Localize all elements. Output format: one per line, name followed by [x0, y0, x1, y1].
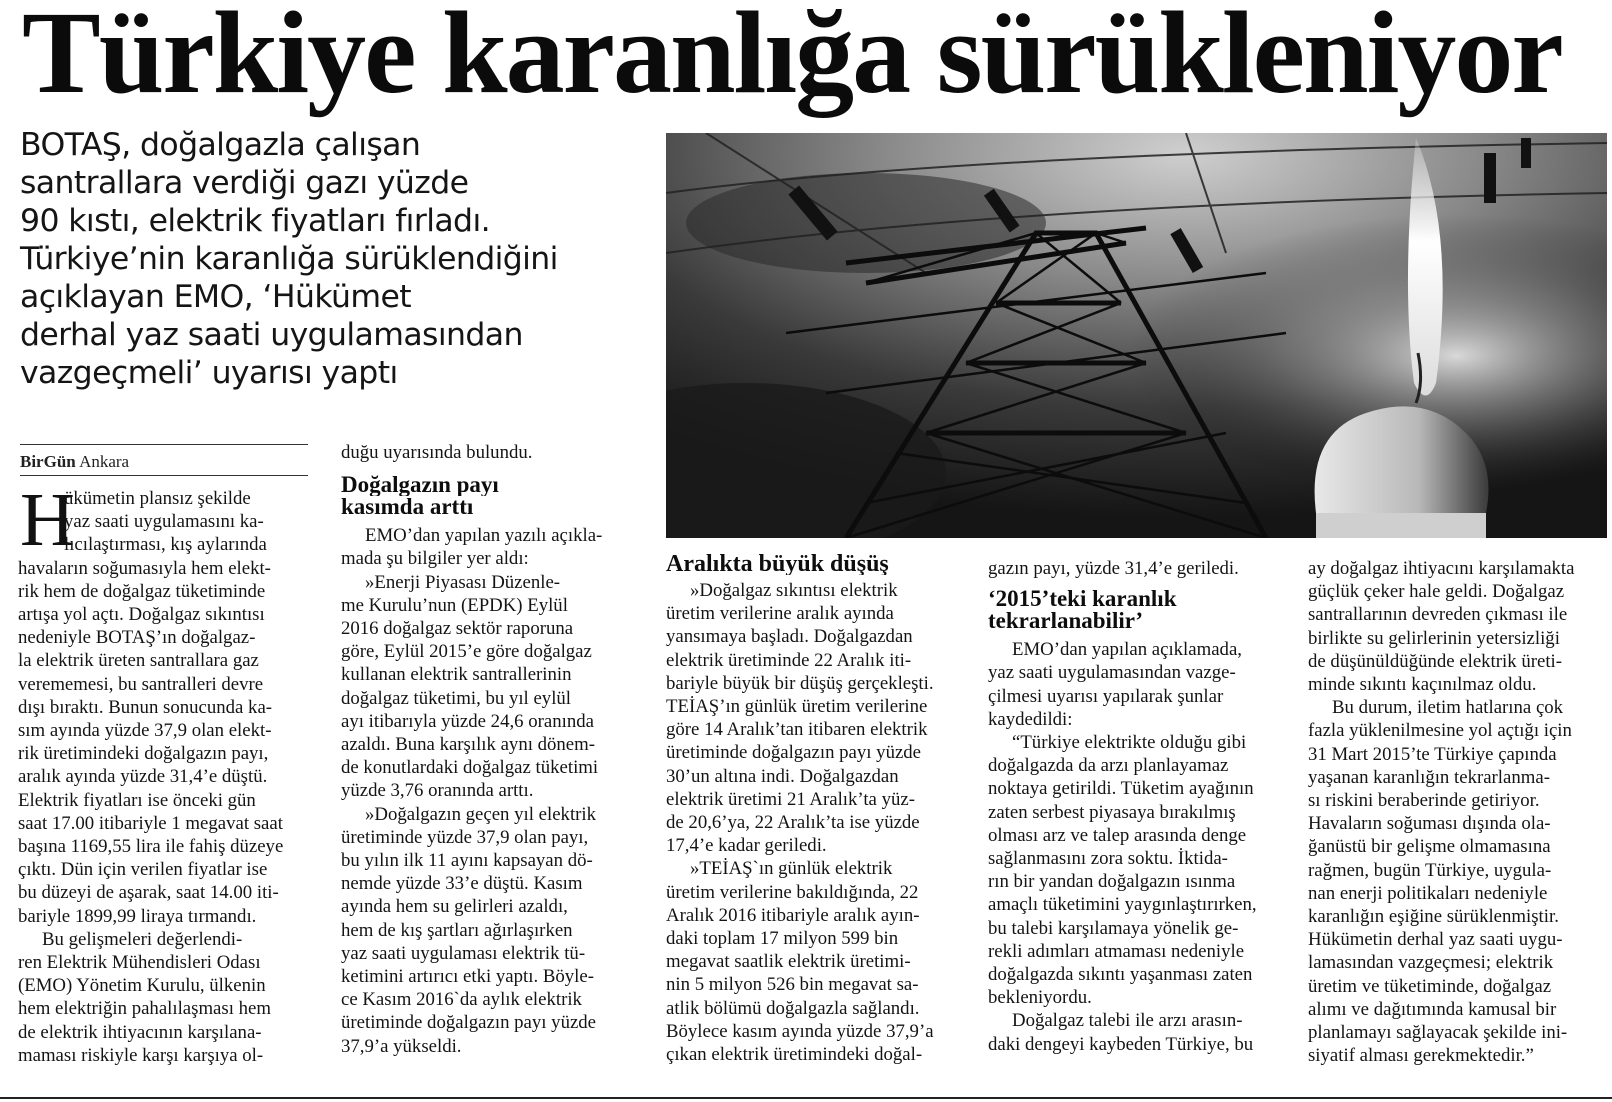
- text-line: minde sıkıntı kaçınılmaz oldu.: [1308, 674, 1537, 696]
- text-line: bariyle büyük bir düşüş gerçekleşti.: [666, 672, 934, 694]
- col5-para1: [1308, 557, 1608, 696]
- col2-para3: [341, 803, 641, 1058]
- col4-top-line: gazın payı, yüzde 31,4’e geriledi.: [988, 558, 1239, 579]
- col4-subhead-1: ‘2015’teki karanlık: [988, 588, 1177, 611]
- text-line: doğalgazda da arzı planlayamaz: [988, 755, 1229, 777]
- col2-para2: [341, 571, 641, 803]
- col3-subhead: Aralıkta büyük düşüş: [666, 553, 889, 575]
- text-line: de konutlardaki doğalgaz tüketimi: [341, 757, 599, 779]
- text-line: dışı bıraktı. Bunun sonucunda ka-: [18, 696, 273, 718]
- text-line: üretim verilerine bakıldığında, 22: [666, 881, 919, 903]
- text-line: amaçlı tüketimini yaygınlaştırırken,: [988, 894, 1257, 916]
- text-line: de elektrik ihtiyacının karşılana-: [18, 1021, 262, 1043]
- text-line: elektrik üretiminde 22 Aralık iti-: [666, 649, 912, 671]
- text-line: 31 Mart 2015’te Türkiye çapında: [1308, 743, 1557, 765]
- text-line: la elektrik üreten santrallara gaz: [18, 650, 259, 672]
- text-line: yaz saati uygulaması elektrik tü-: [341, 942, 586, 964]
- text-line: noktaya getirildi. Tüketim ayağının: [988, 778, 1254, 800]
- text-line: Elektrik fiyatları ise önceki gün: [18, 789, 256, 811]
- text-line: sı riskini beraberinde getiriyor.: [1308, 790, 1540, 812]
- text-line: nemde yüzde 33’e düştü. Kasım: [341, 873, 583, 895]
- text-line: ce Kasım 2016`da aylık elektrik: [341, 989, 582, 1011]
- lead-line: derhal yaz saati uygulamasından: [20, 317, 523, 353]
- text-line: bu talebi karşılamaya yönelik ge-: [988, 917, 1239, 939]
- text-line: rın bir yandan doğalgazın ısınma: [988, 871, 1236, 893]
- text-line: 17,4’e kadar geriledi.: [666, 835, 827, 857]
- col5-para2: [1308, 696, 1608, 1067]
- byline-city: Ankara: [79, 452, 130, 471]
- text-line: havaların soğumasıyla hem elekt-: [18, 557, 271, 579]
- column-5: [1308, 557, 1608, 1067]
- text-line: maması riskiyle karşı karşıya ol-: [18, 1044, 264, 1066]
- lead-line: açıklayan EMO, ‘Hükümet: [20, 279, 412, 315]
- text-line: rik hem de doğalgaz tüketiminde: [18, 580, 266, 602]
- text-line: nedeniyle BOTAŞ’ın doğalgaz-: [18, 627, 256, 649]
- text-line: ren Elektrik Mühendisleri Odası: [18, 952, 261, 974]
- dropcap: H: [20, 487, 75, 557]
- text-line: üretim verilerine aralık ayında: [666, 603, 894, 625]
- text-line: yaşanan karanlığın tekrarlanma-: [1308, 766, 1550, 788]
- text-line: de 20,6’ya, 22 Aralık’ta ise yüzde: [666, 812, 920, 834]
- text-line: üretiminde doğalgazın payı yüzde: [341, 1012, 597, 1034]
- text-line: azaldı. Buna karşılık aynı dönem-: [341, 734, 595, 756]
- text-line: çıkan elektrik üretimindeki doğal-: [666, 1044, 923, 1066]
- text-line: doğalgaz tüketimi, bu yıl eylül: [341, 687, 572, 709]
- text-line: lamasından vazgeçmesi; elektrik: [1308, 952, 1554, 974]
- col3-para1: [666, 579, 966, 857]
- byline-rule-top: [20, 444, 308, 445]
- text-line: me Kurulu’nun (EPDK) Eylül: [341, 594, 568, 616]
- text-line: nan enerji politikaları nedeniyle: [1308, 882, 1548, 904]
- byline-rule-bottom: [20, 475, 308, 476]
- text-line: güçlük çeker hale geldi. Doğalgaz: [1308, 581, 1565, 603]
- col2-para1: [341, 524, 641, 570]
- text-line: sağlanmasını zora soktu. İktida-: [988, 848, 1228, 870]
- text-line: nin 5 milyon 526 bin megavat sa-: [666, 974, 919, 996]
- dropcap-line: yaz saati uygulamasını ka-: [64, 511, 264, 533]
- text-line: EMO’dan yapılan yazılı açıkla-: [365, 525, 603, 547]
- text-line: »Enerji Piyasası Düzenle-: [365, 571, 561, 593]
- headline: Türkiye karanlığa sürükleniyor: [22, 0, 1562, 118]
- text-line: Doğalgaz talebi ile arzı arasın-: [1012, 1010, 1243, 1032]
- text-line: santrallarının devreden çıkması ile: [1308, 604, 1568, 626]
- text-line: rağmen, bugün Türkiye, uygula-: [1308, 859, 1552, 881]
- byline: [20, 452, 129, 472]
- text-line: rik üretimindeki doğalgazın payı,: [18, 743, 269, 765]
- text-line: bekleniyordu.: [988, 987, 1092, 1009]
- text-line: saat 17.00 itibariyle 1 megavat saat: [18, 812, 283, 834]
- text-line: üretim ve tüketiminde, doğalgaz: [1308, 975, 1552, 997]
- text-line: »Doğalgaz sıkıntısı elektrik: [690, 580, 898, 601]
- text-line: kaydedildi:: [988, 708, 1073, 730]
- text-line: yaz saati uygulamasından vazge-: [988, 662, 1236, 684]
- text-line: hem elektriğin pahalılaşması hem: [18, 998, 271, 1020]
- text-line: olması arz ve talep arasında denge: [988, 824, 1247, 846]
- text-line: başına 1169,55 lira ile fahiş düzeye: [18, 836, 284, 858]
- text-line: bu yılın ilk 11 ayını kapsayan dö-: [341, 850, 593, 872]
- text-line: ketimini artırıcı etki yaptı. Böyle-: [341, 966, 594, 988]
- dropcap-lines: [64, 487, 267, 557]
- text-line: aralık ayında yüzde 31,4’e düştü.: [18, 766, 268, 788]
- text-line: göre, Eylül 2015’e göre doğalgaz: [341, 641, 592, 663]
- dropcap-line: ükümetin plansız şekilde: [64, 488, 251, 509]
- text-line: daki dengeyi kaybeden Türkiye, bu: [988, 1033, 1254, 1055]
- text-line: planlamayı sağlayacak şekilde ini-: [1308, 1022, 1568, 1044]
- byline-source: BirGün: [20, 452, 76, 471]
- column-2: [341, 441, 641, 1058]
- text-line: birlikte su gelirlerinin yetersizliği: [1308, 627, 1560, 649]
- text-line: zaten serbest piyasaya bırakılmış: [988, 801, 1236, 823]
- text-line: Havaların soğuması dışında ola-: [1308, 813, 1551, 835]
- col4-subhead-2: tekrarlanabilir’: [988, 610, 1144, 633]
- text-line: 37,9’a yükseldi.: [341, 1035, 462, 1057]
- text-line: »TEİAŞ`ın günlük elektrik: [690, 858, 893, 880]
- text-line: ğanüstü bir gelişme olmamasına: [1308, 836, 1551, 858]
- text-line: üretiminde yüzde 37,9 olan payı,: [341, 826, 589, 848]
- col4-para3: [988, 1009, 1293, 1055]
- text-line: 2016 doğalgaz sektör raporuna: [341, 618, 574, 640]
- text-line: EMO’dan yapılan açıklamada,: [1012, 639, 1242, 661]
- lead-line: BOTAŞ, doğalgazla çalışan: [20, 127, 421, 163]
- text-line: siyatif alması gerekmektedir.”: [1308, 1045, 1534, 1067]
- text-line: kullanan elektrik santrallerinin: [341, 664, 572, 686]
- text-line: Bu gelişmeleri değerlendi-: [42, 928, 243, 950]
- text-line: fazla yüklenilmesine yol açtığı için: [1308, 720, 1572, 742]
- dropcap-line: lıcılaştırması, kış aylarında: [64, 534, 267, 556]
- lead-line: Türkiye’nin karanlığa sürüklendiğini: [20, 241, 558, 277]
- col1-para1: [18, 557, 314, 928]
- column-1: [18, 487, 314, 1067]
- col1-para2: [18, 928, 314, 1067]
- text-line: atlik bölümü doğalgazla sağlandı.: [666, 997, 920, 1019]
- text-line: Bu durum, iletim hatlarına çok: [1332, 697, 1564, 719]
- col2-subhead-1: Doğalgazın payı: [341, 474, 499, 497]
- text-line: TEİAŞ’ın günlük üretim verilerine: [666, 696, 928, 718]
- text-line: doğalgazda sıkıntı yaşanması zaten: [988, 964, 1253, 986]
- text-line: verememesi, bu santralleri devre: [18, 673, 264, 695]
- text-line: elektrik üretimi 21 Aralık’ta yüz-: [666, 788, 915, 810]
- lead-line: 90 kıstı, elektrik fiyatları fırladı.: [20, 203, 491, 239]
- text-line: »Doğalgazın geçen yıl elektrik: [365, 803, 597, 825]
- col4-para2: [988, 731, 1293, 1009]
- text-line: Böylece kasım ayında yüzde 37,9’a: [666, 1020, 934, 1042]
- text-line: bu düzeyi de aşarak, saat 14.00 iti-: [18, 882, 279, 904]
- lead-summary: [20, 126, 640, 392]
- text-line: artışa yol açtı. Doğalgaz sıkıntısı: [18, 604, 265, 625]
- text-line: rekli adımları atmaması nedeniyle: [988, 940, 1245, 962]
- text-line: çilmesi uyarısı yapılarak şunlar: [988, 685, 1224, 707]
- photo-illustration: [666, 133, 1607, 538]
- text-line: üretiminde doğalgazın payı yüzde: [666, 742, 922, 764]
- text-line: mada şu bilgiler yer aldı:: [341, 548, 529, 570]
- text-line: karanlığın eşiğine sürüklenmiştir.: [1308, 906, 1559, 928]
- photo-pylon-candle: [666, 133, 1607, 538]
- lead-line: vazgeçmeli’ uyarısı yaptı: [20, 355, 398, 391]
- col2-top-line: duğu uyarısında bulundu.: [341, 442, 533, 463]
- text-line: yüzde 3,76 oranında arttı.: [341, 780, 534, 802]
- text-line: daki toplam 17 milyon 599 bin: [666, 928, 899, 950]
- text-line: (EMO) Yönetim Kurulu, ülkenin: [18, 975, 266, 997]
- text-line: Aralık 2016 itibariyle aralık ayın-: [666, 904, 920, 926]
- column-4: [988, 557, 1293, 1056]
- text-line: de düşünüldüğünde elektrik üreti-: [1308, 650, 1563, 672]
- page-bottom-rule: [0, 1097, 1612, 1099]
- text-line: ayı itibarıyla yüzde 24,6 oranında: [341, 710, 594, 732]
- text-line: sım ayında yüzde 37,9 olan elekt-: [18, 720, 272, 742]
- text-line: bariyle 1899,99 liraya tırmandı.: [18, 905, 257, 927]
- lead-line: santrallara verdiği gazı yüzde: [20, 165, 469, 201]
- text-line: çıktı. Dün için verilen fiyatlar ise: [18, 859, 268, 881]
- text-line: 30’un altına indi. Doğalgazdan: [666, 765, 899, 787]
- text-line: “Türkiye elektrikte olduğu gibi: [1012, 732, 1247, 754]
- text-line: ay doğalgaz ihtiyacını karşılamakta: [1308, 558, 1575, 579]
- text-line: Hükümetin derhal yaz saati uygu-: [1308, 929, 1563, 951]
- text-line: alımı ve dağıtımında kamusal bir: [1308, 998, 1557, 1020]
- text-line: göre 14 Aralık’tan itibaren elektrik: [666, 719, 928, 741]
- text-line: megavat saatlik elektrik üretimi-: [666, 951, 911, 973]
- dropcap-block: [18, 487, 314, 557]
- column-3: [666, 553, 966, 1066]
- col2-subhead-2: kasımda arttı: [341, 496, 474, 519]
- text-line: ayında hem su gelirleri azaldı,: [341, 896, 568, 918]
- text-line: hem de kış şartları ağırlaşırken: [341, 919, 573, 941]
- text-line: yansımaya başladı. Doğalgazdan: [666, 626, 913, 648]
- col3-para2: [666, 857, 966, 1066]
- col4-para1: [988, 638, 1293, 731]
